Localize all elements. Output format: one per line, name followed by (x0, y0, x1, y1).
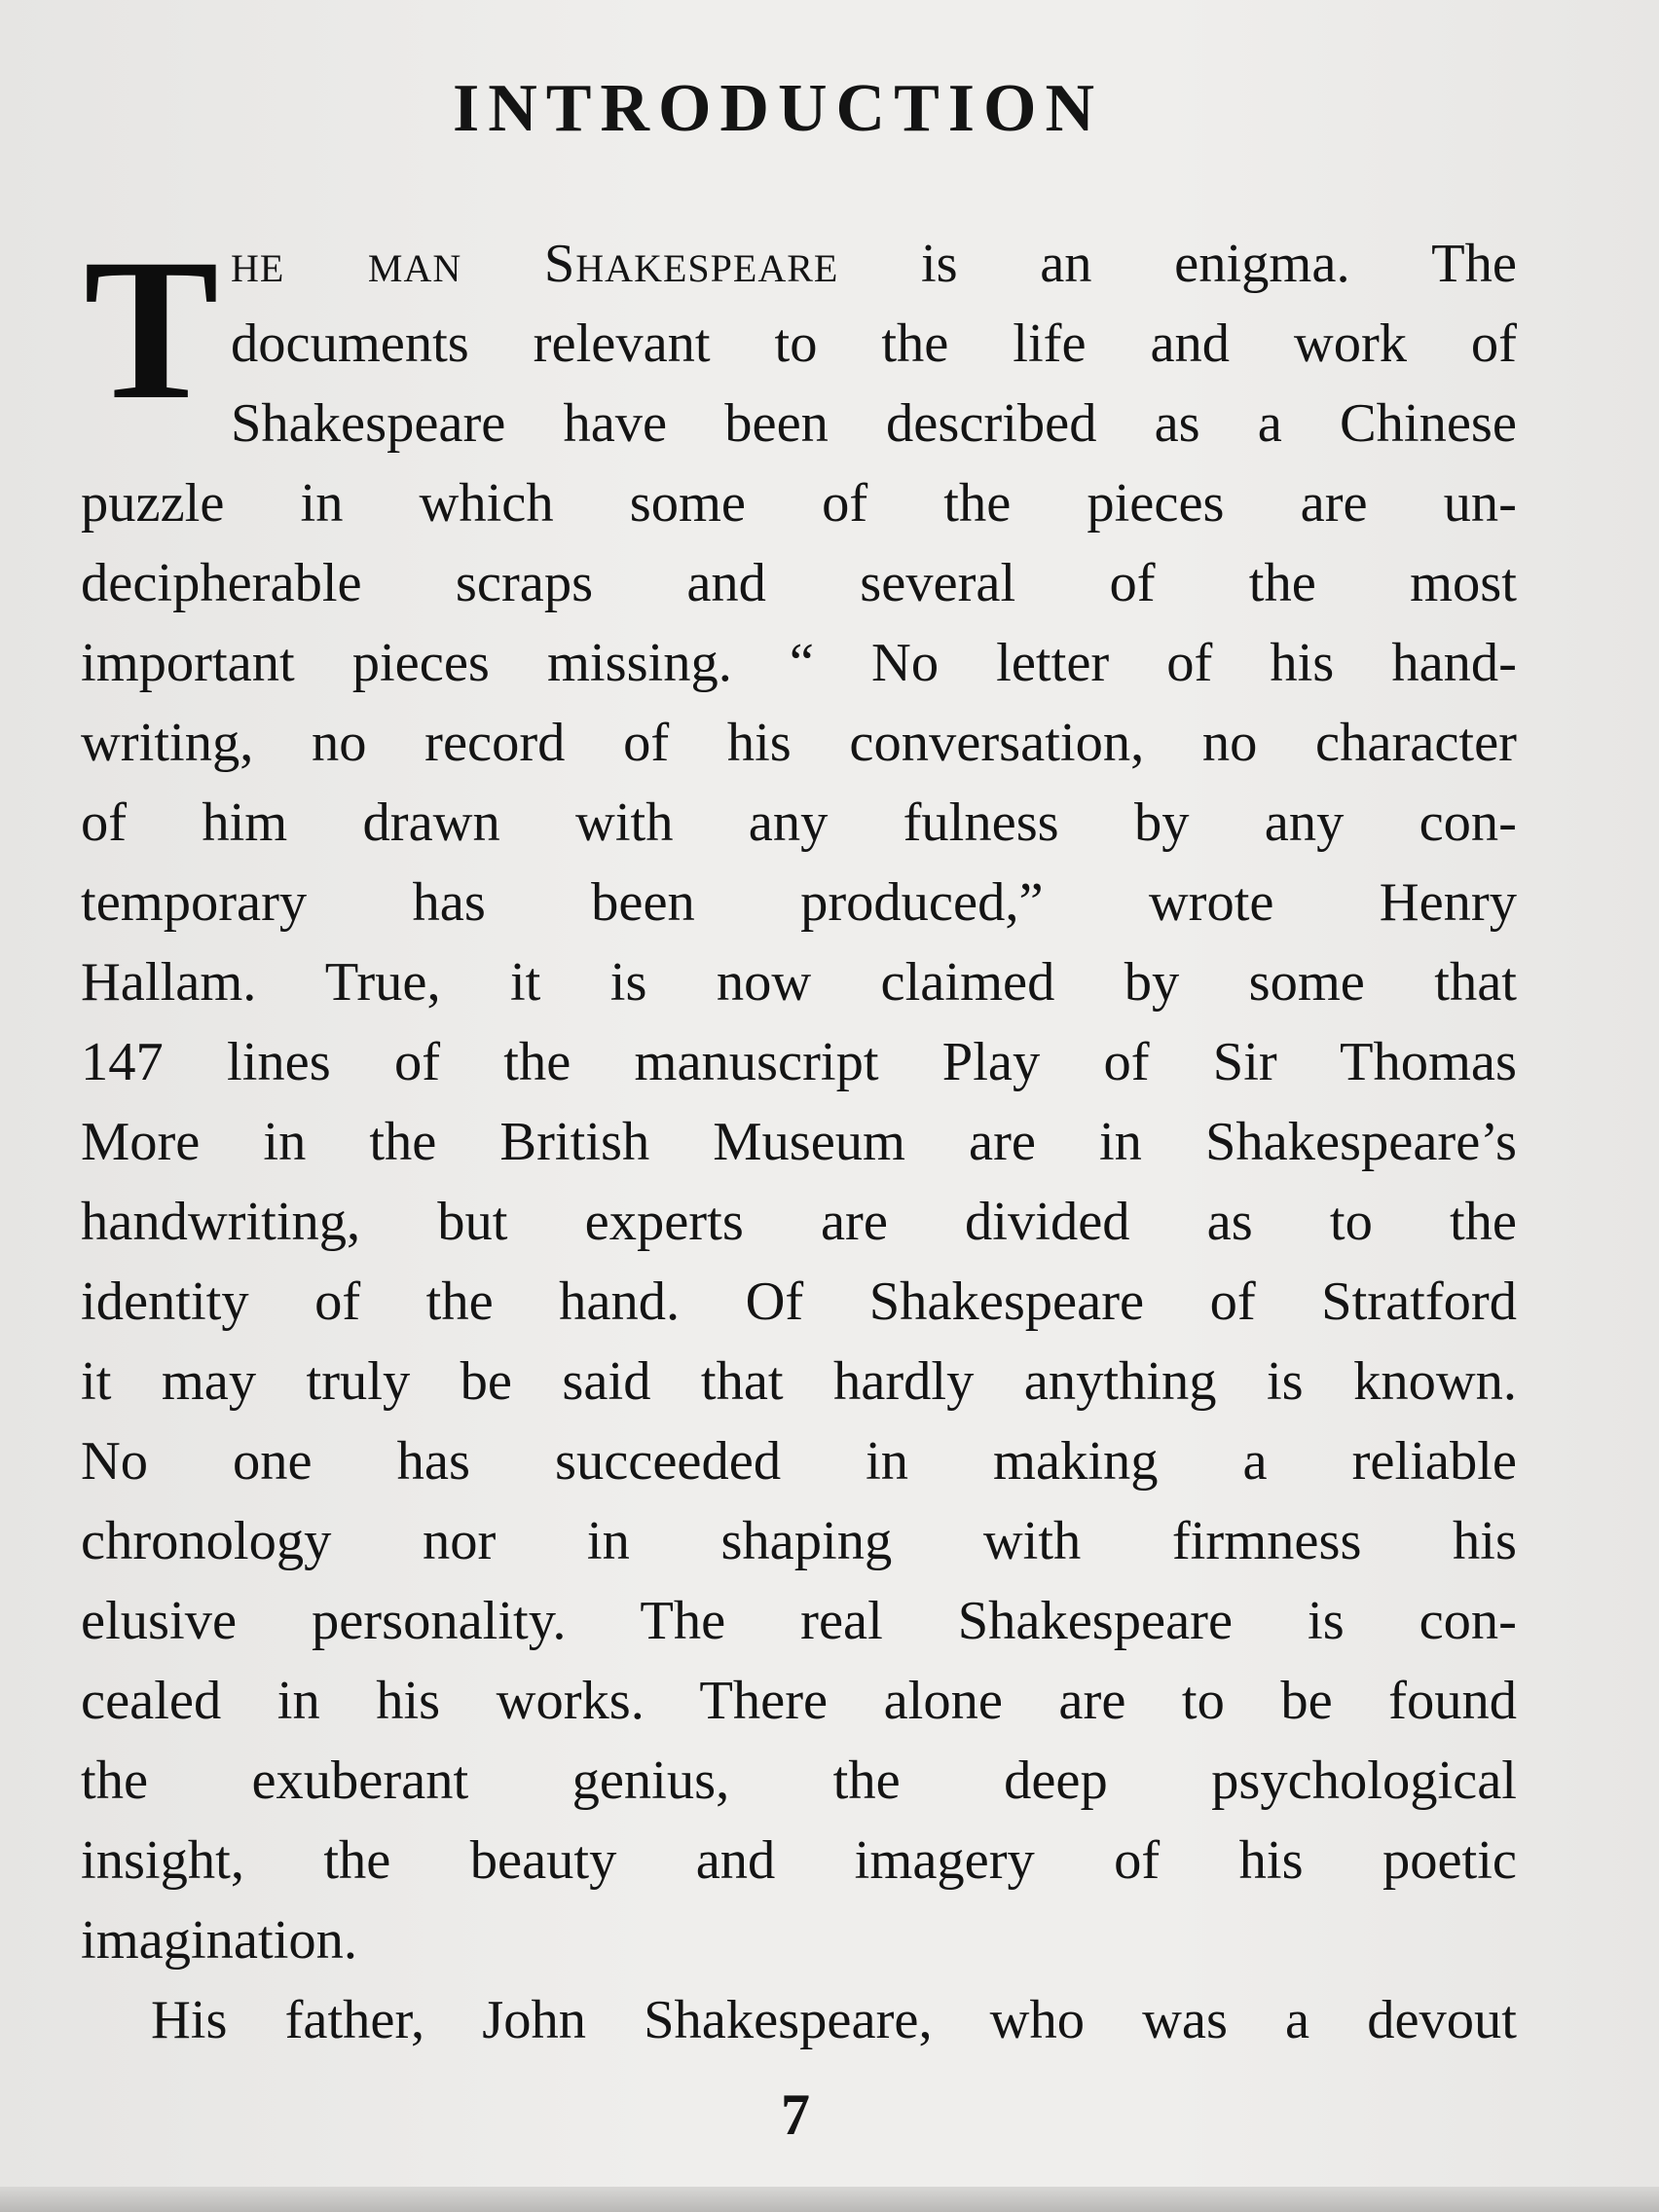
text-line: puzzle in which some of the pieces are un- (81, 473, 1517, 534)
text-line: elusive personality. The real Shakespeare is con- (81, 1591, 1517, 1651)
text-line: chronology nor in shaping with firmness his (81, 1511, 1517, 1571)
small-caps-text: Shakespeare (543, 234, 839, 294)
text-line: writing, no record of his conversation, no character (81, 713, 1517, 773)
text-line (231, 230, 1517, 298)
text-line: insight, the beauty and imagery of his poetic (81, 1830, 1517, 1891)
text-line: imagination. (81, 1910, 358, 1971)
text-line: the exuberant genius, the deep psychological (81, 1751, 1517, 1811)
text-line: handwriting, but experts are divided as to the (81, 1192, 1517, 1252)
text-line: documents relevant to the life and work of (231, 313, 1517, 374)
text-line: No one has succeeded in making a reliable (81, 1431, 1517, 1492)
text-line: decipherable scraps and several of the most (81, 553, 1517, 613)
text-line: it may truly be said that hardly anything is known. (81, 1351, 1517, 1412)
small-caps-text: he man (231, 234, 462, 294)
text-line: Shakespeare have been described as a Chinese (231, 393, 1517, 454)
text-line: temporary has been produced,” wrote Henry (81, 872, 1517, 933)
line-text: is an enigma. The (920, 234, 1517, 294)
text-line: Hallam. True, it is now claimed by some that (81, 952, 1517, 1013)
text-line: identity of the hand. Of Shakespeare of Stratford (81, 1272, 1517, 1332)
text-line: of him drawn with any fulness by any con- (81, 793, 1517, 853)
chapter-heading: INTRODUCTION (452, 71, 1104, 146)
drop-cap: T (84, 217, 219, 441)
page-edge (0, 2187, 1659, 2212)
text-line: cealed in his works. There alone are to be found (81, 1671, 1517, 1731)
page-number: 7 (781, 2083, 810, 2147)
text-line: 147 lines of the manuscript Play of Sir Thomas (81, 1032, 1517, 1092)
text-line: important pieces missing. “ No letter of his hand- (81, 633, 1517, 693)
paragraph-start-line: His father, John Shakespeare, who was a devout (151, 1990, 1517, 2050)
text-line: More in the British Museum are in Shakespeare’s (81, 1112, 1517, 1172)
